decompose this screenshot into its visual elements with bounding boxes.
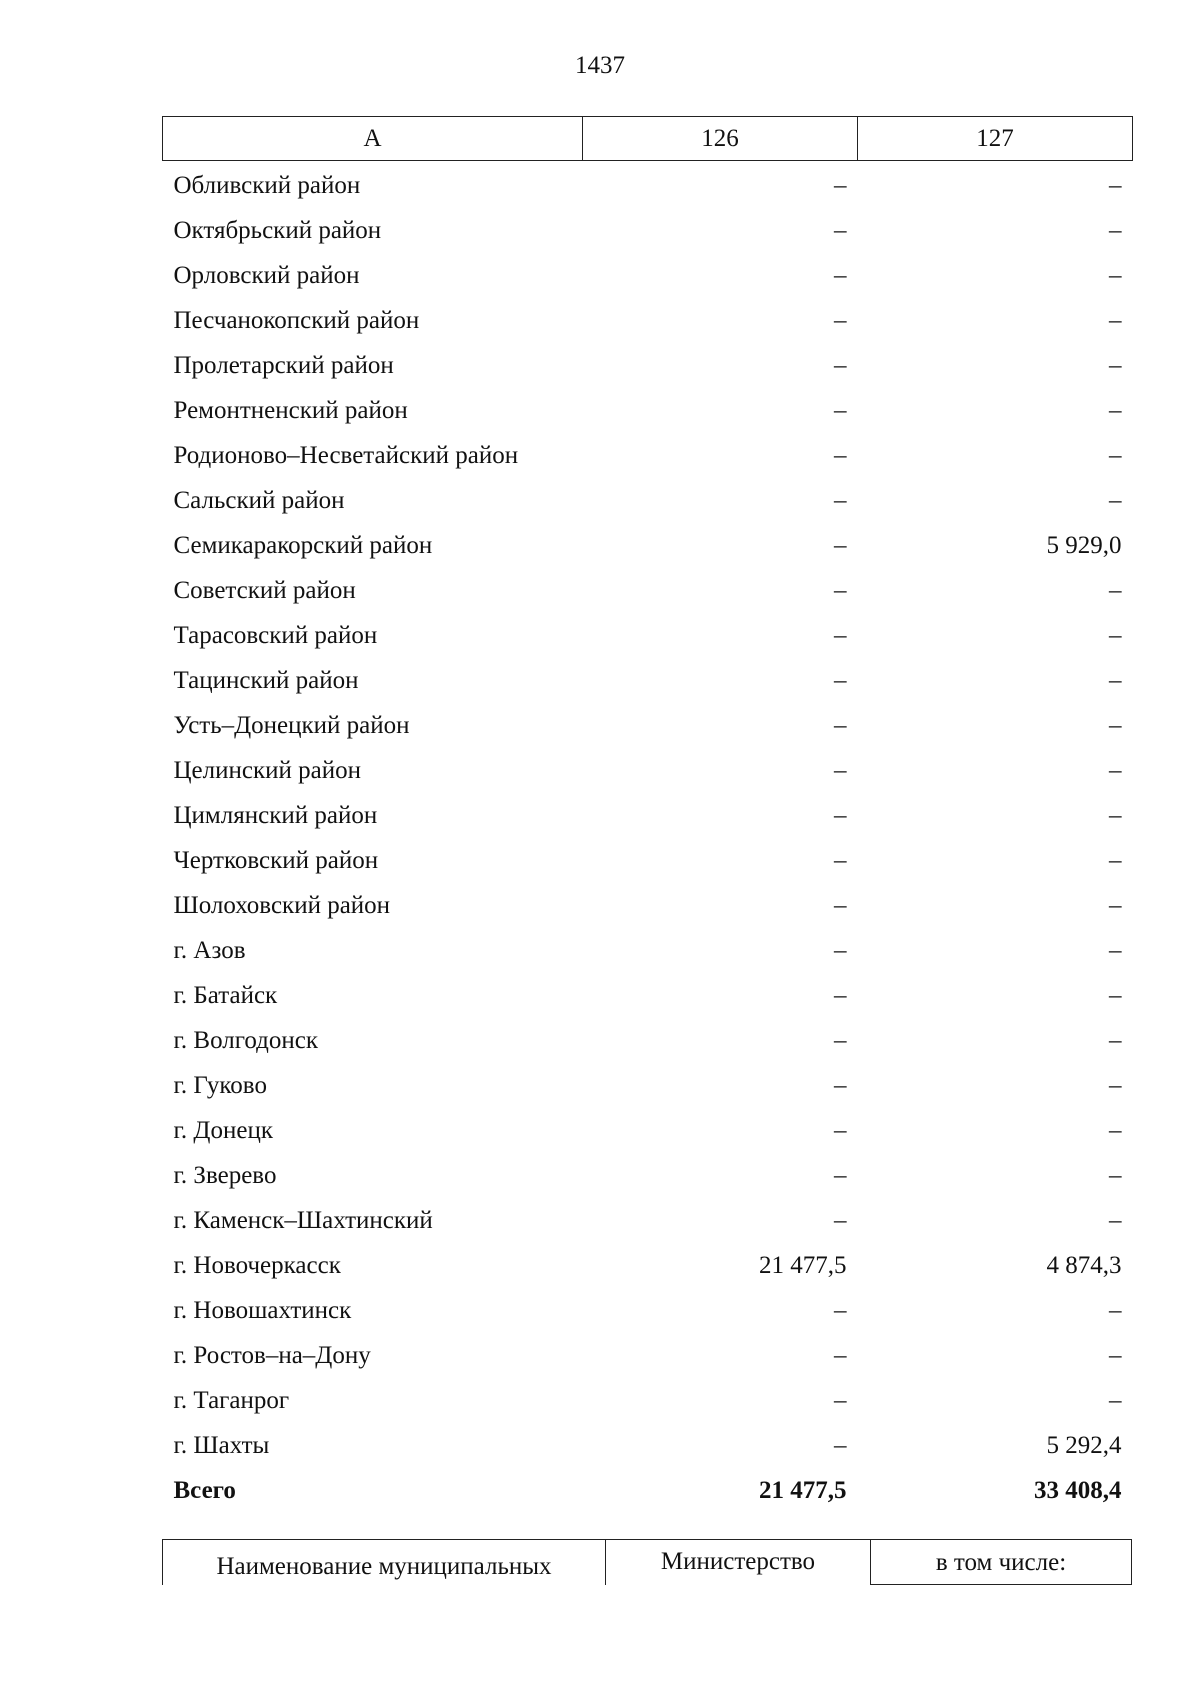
table-row (163, 613, 1133, 658)
row-name: г. Новошахтинск (173, 1296, 352, 1324)
row-name: г. Батайск (173, 981, 278, 1009)
table-row (163, 748, 1133, 793)
table-row (163, 208, 1133, 253)
table-row (163, 161, 1133, 209)
table-row (163, 1333, 1133, 1378)
next-table-header (162, 1539, 1132, 1585)
row-value-126: 21 477,5 (759, 1251, 847, 1279)
row-value-126: – (834, 666, 847, 694)
row-value-127: – (1109, 1071, 1122, 1099)
row-name: Пролетарский район (173, 351, 394, 379)
total-value-127: 33 408,4 (1034, 1476, 1122, 1504)
table-row (163, 928, 1133, 973)
row-value-126: – (834, 936, 847, 964)
row-name: Тарасовский район (173, 621, 378, 649)
row-value-127: 5 292,4 (1046, 1431, 1122, 1459)
row-name: Орловский район (173, 261, 360, 289)
row-value-127: – (1109, 756, 1122, 784)
budget-table (162, 116, 1133, 1513)
row-value-126: – (834, 1296, 847, 1324)
row-value-126: – (834, 351, 847, 379)
row-name: Ремонтненский район (173, 396, 408, 424)
row-value-126: – (834, 1341, 847, 1369)
table-row (163, 343, 1133, 388)
row-value-127: – (1109, 1296, 1122, 1324)
row-name: г. Шахты (173, 1431, 270, 1459)
row-value-126: – (834, 1026, 847, 1054)
row-value-127: – (1109, 666, 1122, 694)
row-value-126: – (834, 531, 847, 559)
row-name: Родионово–Несветайский район (173, 441, 519, 469)
row-name: Семикаракорский район (173, 531, 433, 559)
table-row (163, 1378, 1133, 1423)
row-name: г. Донецк (173, 1116, 273, 1144)
row-value-127: – (1109, 936, 1122, 964)
row-name: г. Волгодонск (173, 1026, 319, 1054)
table-row (163, 973, 1133, 1018)
row-name: Целинский район (173, 756, 361, 784)
row-value-127: – (1109, 441, 1122, 469)
row-name: Цимлянский район (173, 801, 378, 829)
row-value-127: – (1109, 1386, 1122, 1414)
table-row (163, 1423, 1133, 1468)
table-row (163, 838, 1133, 883)
table-row (163, 1018, 1133, 1063)
total-value-126: 21 477,5 (759, 1476, 847, 1504)
table-row (163, 1243, 1133, 1288)
row-value-127: – (1109, 1341, 1122, 1369)
row-value-127: – (1109, 891, 1122, 919)
total-row (163, 1468, 1133, 1513)
row-name: Октябрьский район (173, 216, 382, 244)
row-value-126: – (834, 1116, 847, 1144)
row-value-127: – (1109, 981, 1122, 1009)
row-value-127: 5 929,0 (1046, 531, 1122, 559)
table-body (163, 161, 1133, 1514)
row-value-126: – (834, 216, 847, 244)
row-value-126: – (834, 891, 847, 919)
row-value-127: – (1109, 846, 1122, 874)
row-value-127: – (1109, 576, 1122, 604)
row-name: Обливский район (173, 171, 361, 199)
row-value-127: – (1109, 801, 1122, 829)
next-header-col-including: в том числе: (870, 1539, 1132, 1585)
row-value-127: – (1109, 621, 1122, 649)
row-name: Усть–Донецкий район (173, 711, 410, 739)
row-name: г. Гуково (173, 1071, 267, 1099)
next-header-col-name: Наименование муниципальных (162, 1539, 605, 1585)
row-value-127: – (1109, 1026, 1122, 1054)
row-name: г. Новочеркасск (173, 1251, 341, 1279)
table-row (163, 1153, 1133, 1198)
table-row (163, 703, 1133, 748)
row-value-127: – (1109, 351, 1122, 379)
row-value-126: – (834, 441, 847, 469)
row-value-126: – (834, 171, 847, 199)
row-value-126: – (834, 576, 847, 604)
row-value-126: – (834, 846, 847, 874)
row-name: Сальский район (173, 486, 345, 514)
row-name: г. Ростов–на–Дону (173, 1341, 371, 1369)
row-value-126: – (834, 981, 847, 1009)
header-col-126: 126 (583, 117, 858, 161)
table-row (163, 433, 1133, 478)
table-header-row (163, 117, 1133, 161)
row-name: Шолоховский район (173, 891, 391, 919)
page-number: 1437 (575, 52, 625, 79)
row-value-126: – (834, 1431, 847, 1459)
row-name: г. Азов (173, 936, 246, 964)
row-value-127: – (1109, 1161, 1122, 1189)
table-row (163, 1198, 1133, 1243)
row-name: Тацинский район (173, 666, 359, 694)
row-value-126: – (834, 306, 847, 334)
row-value-126: – (834, 261, 847, 289)
table-row (163, 568, 1133, 613)
table-row (163, 793, 1133, 838)
row-name: Чертковский район (173, 846, 379, 874)
header-col-a: А (163, 117, 583, 161)
row-value-127: – (1109, 171, 1122, 199)
row-name: Советский район (173, 576, 356, 604)
next-header-col-ministry: Министерство (605, 1539, 870, 1585)
row-name: Песчанокопский район (173, 306, 420, 334)
row-value-127: – (1109, 1116, 1122, 1144)
row-value-126: – (834, 1161, 847, 1189)
row-value-127: – (1109, 711, 1122, 739)
table-row (163, 883, 1133, 928)
row-value-126: – (834, 1206, 847, 1234)
row-value-127: – (1109, 261, 1122, 289)
table-row (163, 298, 1133, 343)
row-value-126: – (834, 621, 847, 649)
row-value-127: 4 874,3 (1046, 1251, 1122, 1279)
row-value-127: – (1109, 306, 1122, 334)
table-row (163, 1288, 1133, 1333)
row-name: г. Каменск–Шахтинский (173, 1206, 433, 1234)
table-row (163, 1108, 1133, 1153)
row-name: г. Таганрог (173, 1386, 290, 1414)
table-row (163, 658, 1133, 703)
row-value-126: – (834, 801, 847, 829)
row-name: г. Зверево (173, 1161, 277, 1189)
row-value-127: – (1109, 216, 1122, 244)
row-value-126: – (834, 756, 847, 784)
total-label: Всего (173, 1476, 236, 1504)
row-value-126: – (834, 486, 847, 514)
row-value-126: – (834, 711, 847, 739)
table-row (163, 388, 1133, 433)
table-row (163, 253, 1133, 298)
row-value-126: – (834, 396, 847, 424)
row-value-127: – (1109, 396, 1122, 424)
row-value-126: – (834, 1386, 847, 1414)
row-value-126: – (834, 1071, 847, 1099)
table-row (163, 1063, 1133, 1108)
row-value-127: – (1109, 486, 1122, 514)
row-value-127: – (1109, 1206, 1122, 1234)
header-col-127: 127 (858, 117, 1133, 161)
table-row (163, 478, 1133, 523)
table-row (163, 523, 1133, 568)
